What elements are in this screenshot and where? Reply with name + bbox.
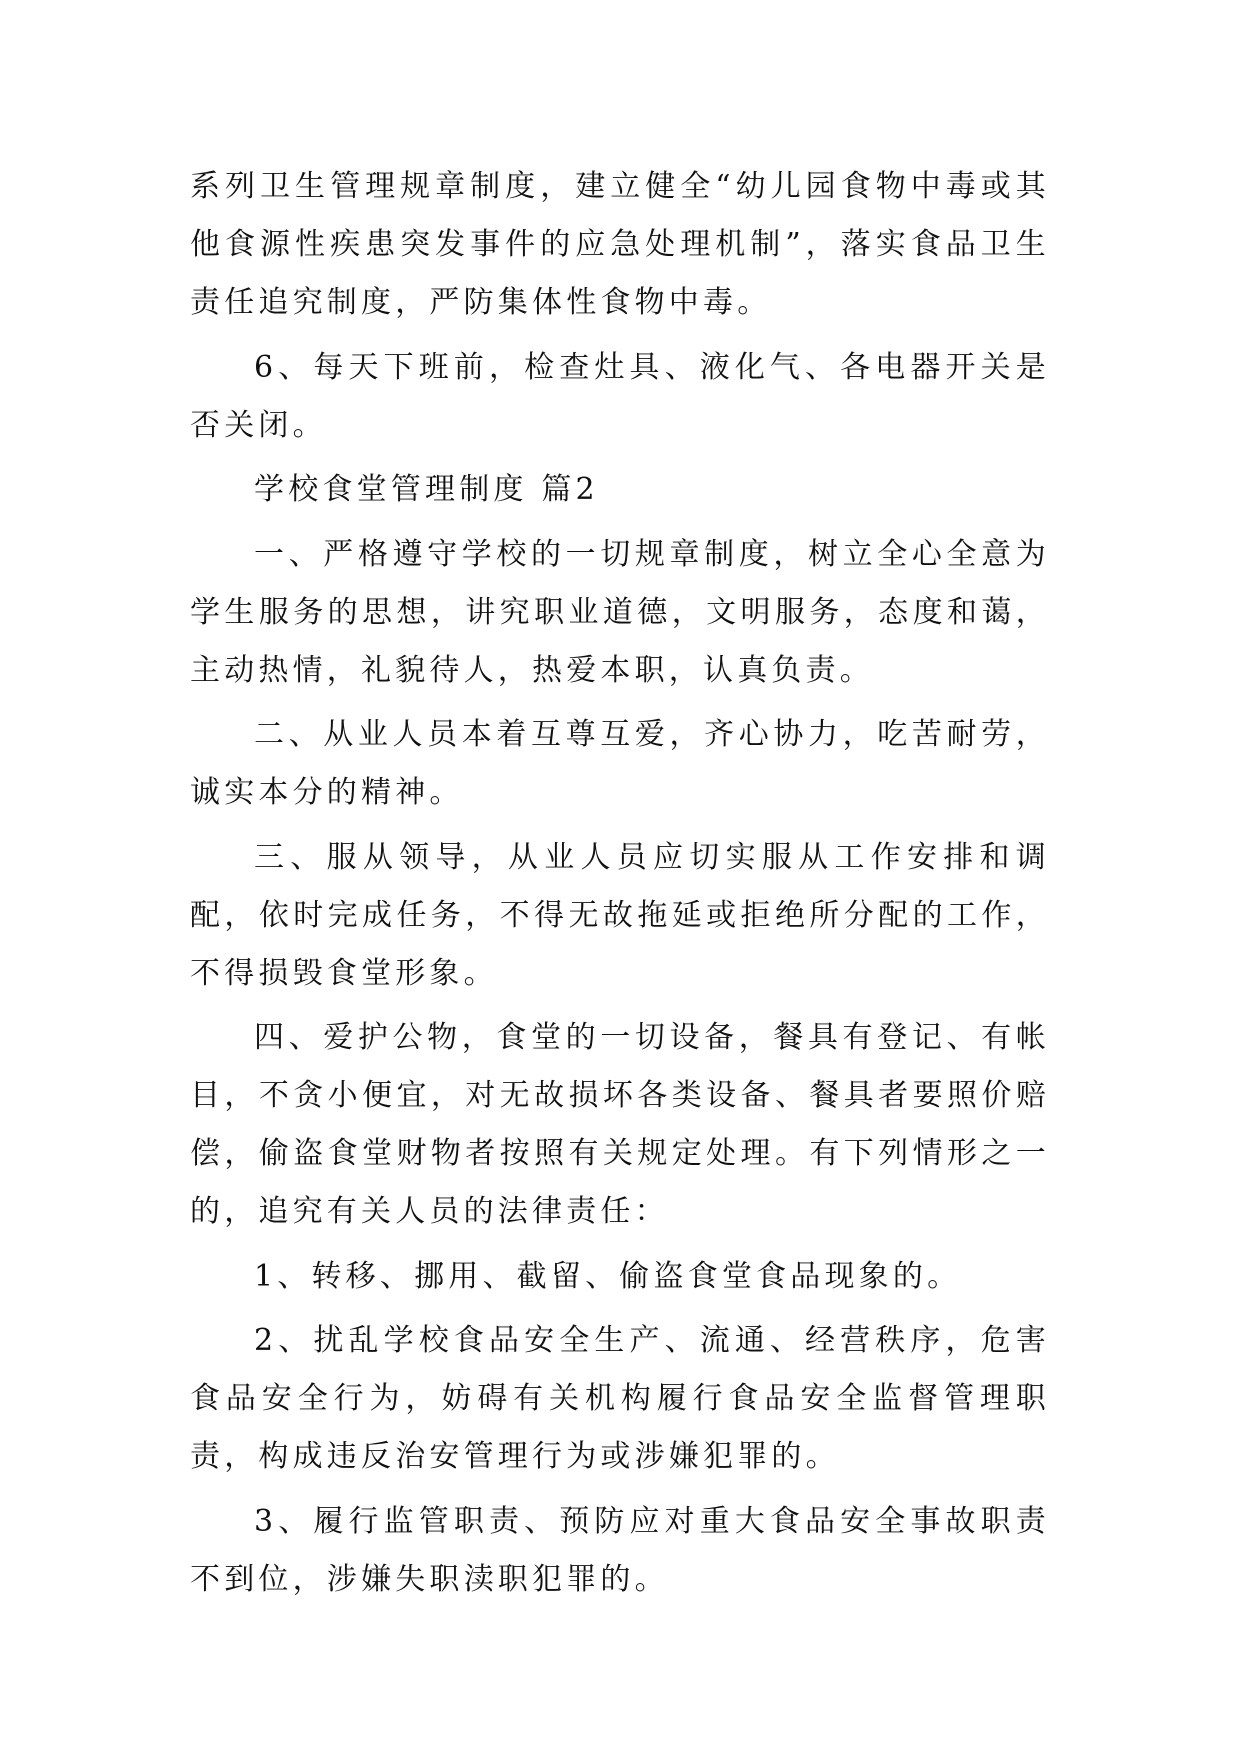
- document-body: [190, 158, 1050, 1615]
- paragraph-subitem-1: 1、转移、挪用、截留、偷盗食堂食品现象的。: [254, 1258, 962, 1294]
- paragraph-subitem-2: 2、扰乱学校食品安全生产、流通、经营秩序，危害食品安全行为，妨碍有关机构履行食品安全监督管理职责，构成违反治安管理行为或涉嫌犯罪的。: [190, 1323, 1050, 1474]
- paragraph-rule-1: 一、严格遵守学校的一切规章制度，树立全心全意为学生服务的思想，讲究职业道德，文明服务，态度和蔼，主动热情，礼貌待人，热爱本职，认真负责。: [190, 536, 1050, 688]
- section-heading: 学校食堂管理制度 篇2: [254, 472, 599, 507]
- paragraph-subitem-3: 3、履行监管职责、预防应对重大食品安全事故职责不到位，涉嫌失职渎职犯罪的。: [190, 1503, 1050, 1597]
- paragraph-rule-4: 四、爱护公物，食堂的一切设备，餐具有登记、有帐目，不贪小便宜，对无故损坏各类设备、餐具者要照价赔偿，偷盗食堂财物者按照有关规定处理。有下列情形之一的，追究有关人员的法律责任：: [190, 1020, 1050, 1229]
- paragraph-continuation: 系列卫生管理规章制度，建立健全“幼儿园食物中毒或其他食源性疾患突发事件的应急处理机制”，落实食品卫生责任追究制度，严防集体性食物中毒。: [190, 169, 1050, 320]
- paragraph-rule-2: 二、从业人员本着互尊互爱，齐心协力，吃苦耐劳，诚实本分的精神。: [190, 717, 1050, 810]
- paragraph-rule-3: 三、服从领导，从业人员应切实服从工作安排和调配，依时完成任务，不得无故拖延或拒绝所分配的工作，不得损毁食堂形象。: [190, 839, 1050, 991]
- paragraph-item-6: 6、每天下班前，检查灶具、液化气、各电器开关是否关闭。: [190, 349, 1050, 443]
